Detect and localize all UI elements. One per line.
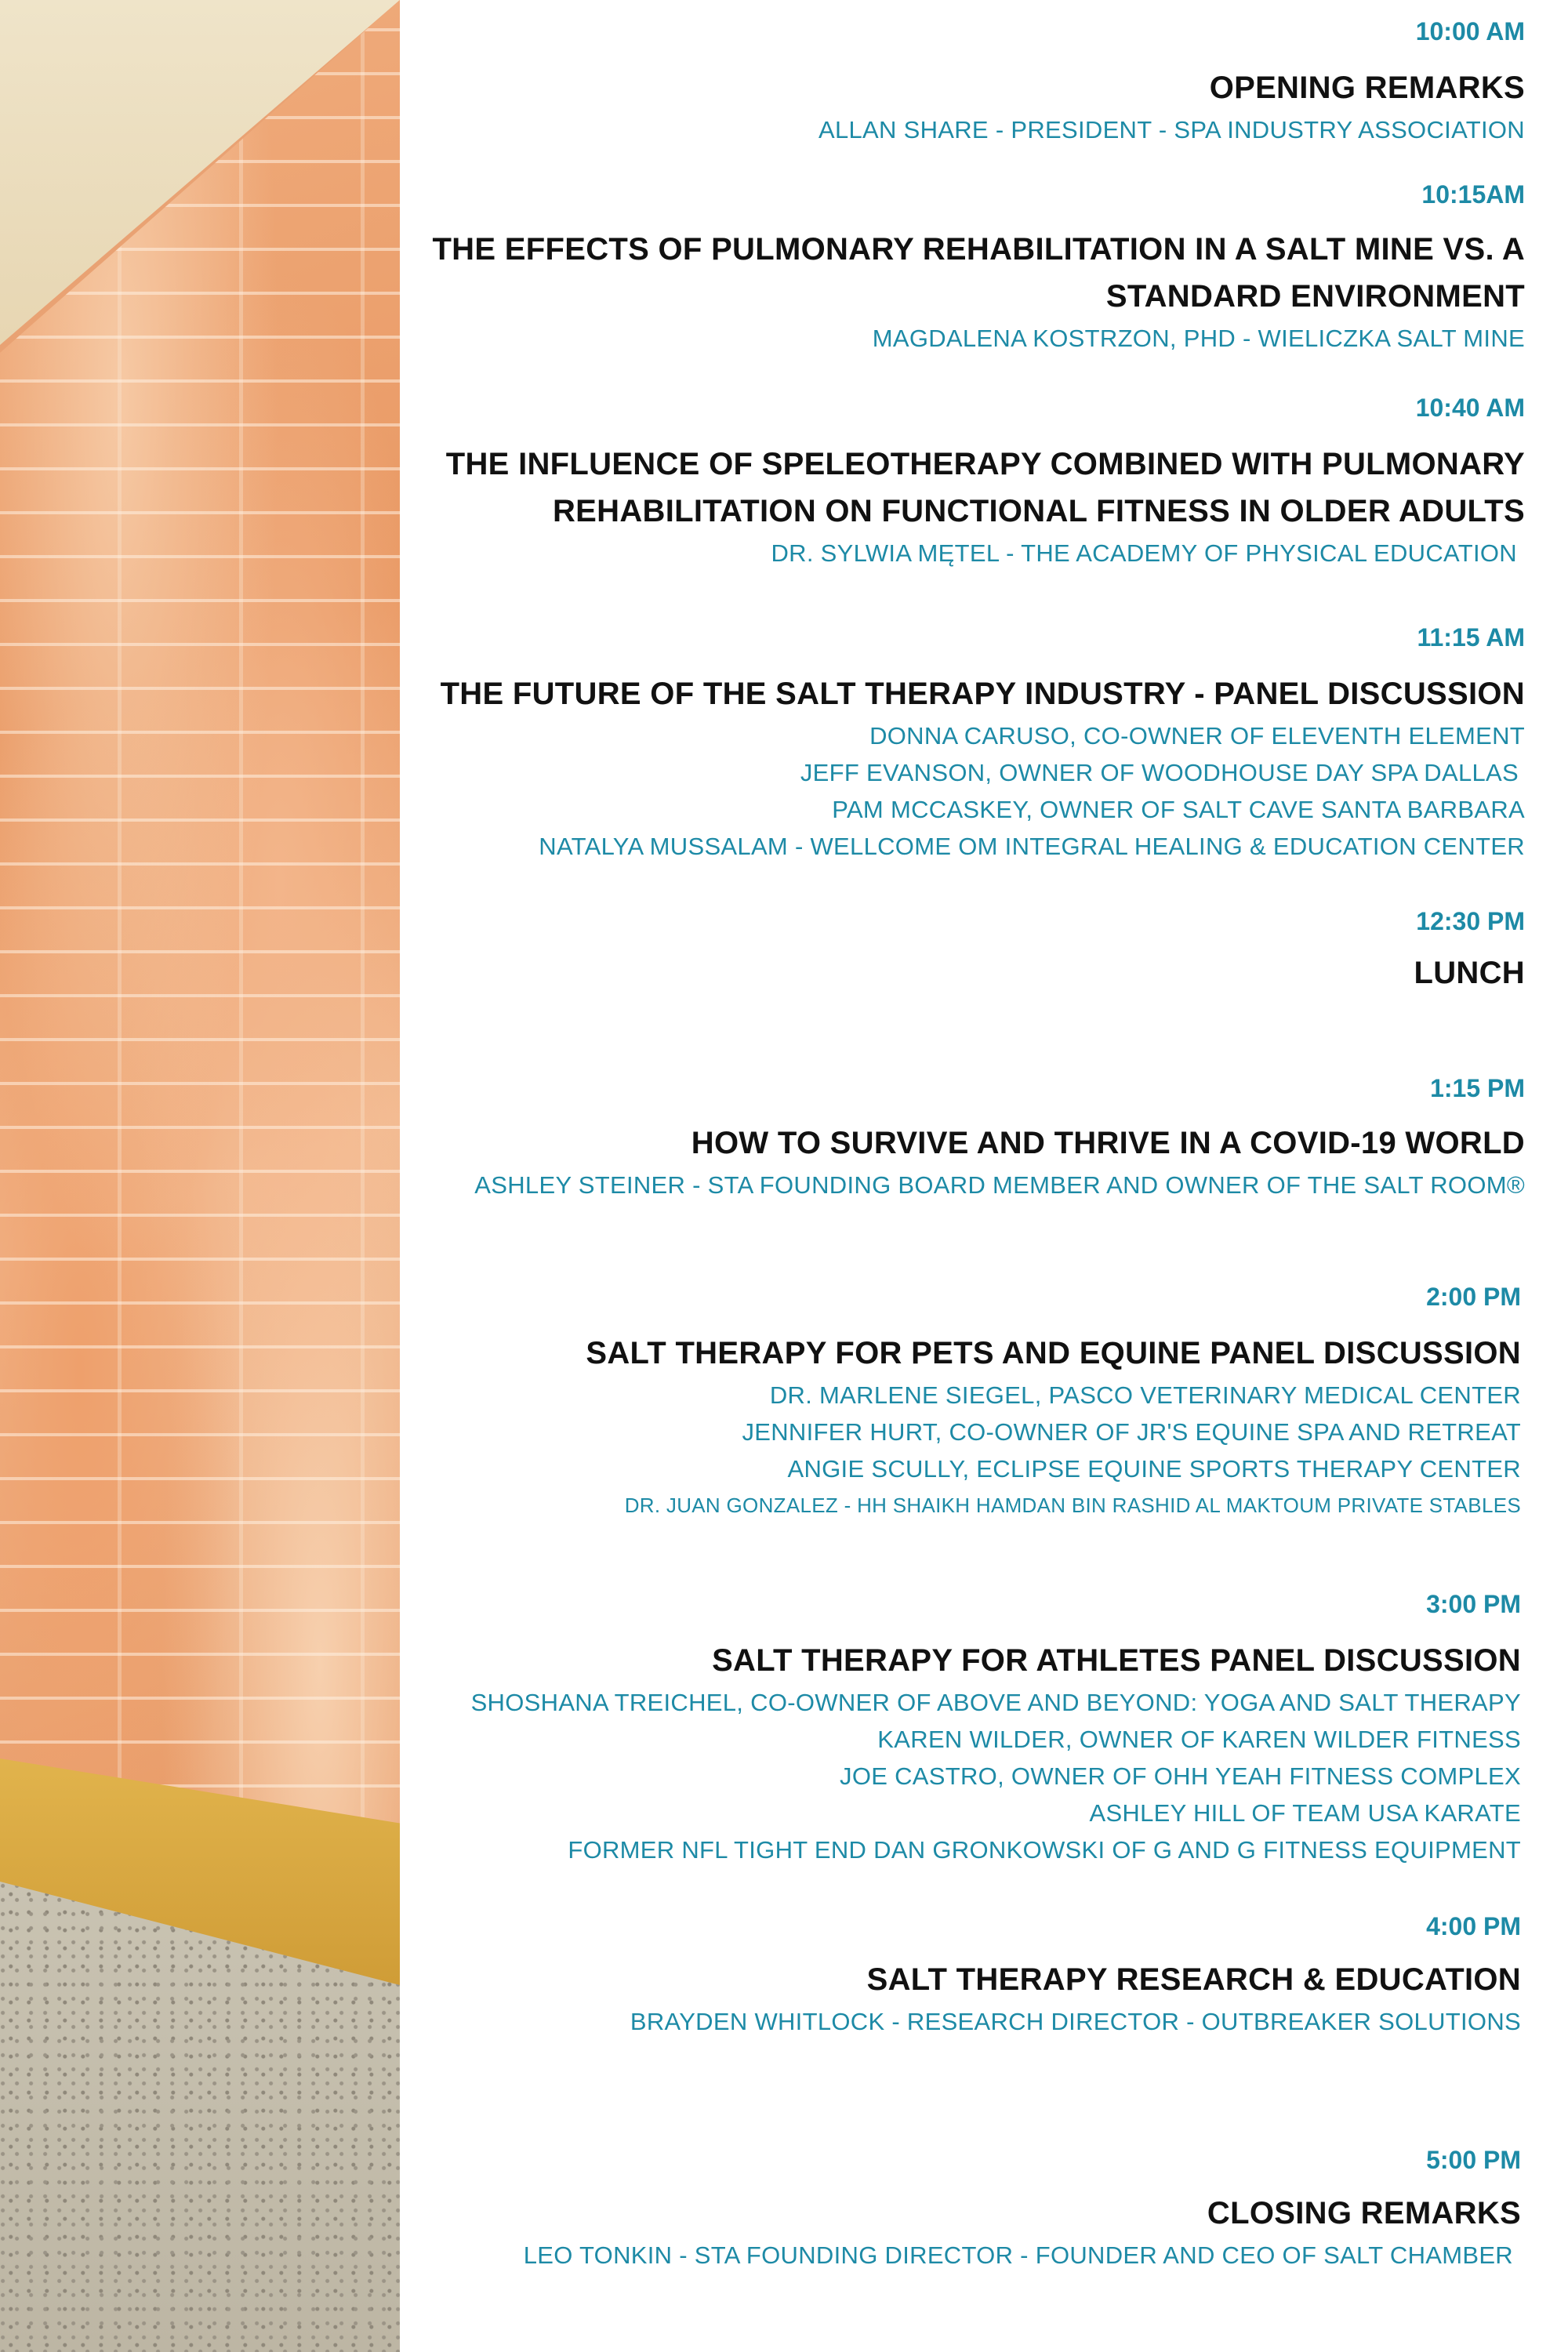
slot-title: OPENING REMARKS — [1209, 71, 1525, 105]
slot-speaker: NATALYA MUSSALAM - WELLCOME OM INTEGRAL HEALING & EDUCATION CENTER — [539, 833, 1525, 860]
slot-title: SALT THERAPY RESEARCH & EDUCATION — [866, 1962, 1521, 1997]
slot-time: 2:00 PM — [1426, 1283, 1521, 1311]
slot-speaker: ANGIE SCULLY, ECLIPSE EQUINE SPORTS THERAPY CENTER — [787, 1455, 1521, 1483]
slot-speaker: ASHLEY STEINER - STA FOUNDING BOARD MEMBER AND OWNER OF THE SALT ROOM® — [474, 1171, 1525, 1199]
slot-speaker: ALLAN SHARE - PRESIDENT - SPA INDUSTRY ASSOCIATION — [818, 116, 1525, 143]
slot-title: THE EFFECTS OF PULMONARY REHABILITATION IN A SALT MINE VS. A — [432, 232, 1525, 267]
slot-speaker: ASHLEY HILL OF TEAM USA KARATE — [1089, 1799, 1521, 1827]
salt-wall-photo — [0, 0, 400, 2352]
slot-time: 10:00 AM — [1415, 17, 1525, 45]
slot-speaker: DR. JUAN GONZALEZ - HH SHAIKH HAMDAN BIN RASHID AL MAKTOUM PRIVATE STABLES — [624, 1494, 1521, 1517]
slot-speaker: PAM MCCASKEY, OWNER OF SALT CAVE SANTA BARBARA — [832, 796, 1525, 823]
agenda-slot — [376, 1281, 1521, 1524]
slot-title: CLOSING REMARKS — [1207, 2196, 1521, 2230]
slot-speaker: JENNIFER HURT, CO-OWNER OF JR'S EQUINE SPA AND RETREAT — [742, 1418, 1521, 1446]
agenda-slot — [380, 179, 1525, 357]
agenda-slot — [380, 622, 1525, 865]
slot-title: SALT THERAPY FOR ATHLETES PANEL DISCUSSION — [712, 1643, 1521, 1678]
agenda-schedule — [408, 0, 1568, 2352]
slot-speaker: DONNA CARUSO, CO-OWNER OF ELEVENTH ELEMENT — [869, 722, 1525, 750]
slot-title: SALT THERAPY FOR PETS AND EQUINE PANEL DISCUSSION — [586, 1336, 1521, 1370]
slot-title: THE FUTURE OF THE SALT THERAPY INDUSTRY - PANEL DISCUSSION — [440, 677, 1525, 711]
slot-title: HOW TO SURVIVE AND THRIVE IN A COVID-19 WORLD — [691, 1126, 1525, 1160]
slot-speaker: SHOSHANA TREICHEL, CO-OWNER OF ABOVE AND BEYOND: YOGA AND SALT THERAPY — [470, 1689, 1521, 1716]
slot-speaker: MAGDALENA KOSTRZON, PHD - WIELICZKA SALT MINE — [872, 325, 1525, 352]
salt-brick-wall — [0, 0, 400, 1960]
agenda-slot — [380, 392, 1525, 572]
slot-speaker: KAREN WILDER, OWNER OF KAREN WILDER FITNESS — [877, 1726, 1521, 1753]
slot-time: 12:30 PM — [1416, 907, 1525, 935]
slot-time: 10:40 AM — [1415, 394, 1525, 422]
slot-speaker: JOE CASTRO, OWNER OF OHH YEAH FITNESS COMPLEX — [840, 1762, 1521, 1790]
agenda-slot — [380, 16, 1525, 148]
slot-speaker: DR. SYLWIA MĘTEL - THE ACADEMY OF PHYSICAL EDUCATION — [771, 539, 1517, 567]
agenda-slot — [376, 1911, 1521, 2040]
slot-speaker: JEFF EVANSON, OWNER OF WOODHOUSE DAY SPA DALLAS — [800, 759, 1519, 786]
slot-speaker: BRAYDEN WHITLOCK - RESEARCH DIRECTOR - OUTBREAKER SOLUTIONS — [630, 2008, 1521, 2035]
slot-speaker: DR. MARLENE SIEGEL, PASCO VETERINARY MEDICAL CENTER — [769, 1381, 1521, 1409]
slot-speaker: FORMER NFL TIGHT END DAN GRONKOWSKI OF G AND G FITNESS EQUIPMENT — [568, 1836, 1521, 1864]
agenda-slot — [380, 1073, 1525, 1203]
slot-title-line2: REHABILITATION ON FUNCTIONAL FITNESS IN OLDER ADULTS — [553, 494, 1525, 528]
agenda-slot — [376, 1588, 1521, 1868]
agenda-slot — [380, 906, 1525, 996]
slot-speaker: LEO TONKIN - STA FOUNDING DIRECTOR - FOUNDER AND CEO OF SALT CHAMBER — [523, 2241, 1513, 2269]
slot-time: 4:00 PM — [1426, 1912, 1521, 1940]
slot-time: 3:00 PM — [1426, 1590, 1521, 1618]
slot-title: LUNCH — [1414, 956, 1525, 990]
agenda-slot — [376, 2144, 1521, 2274]
slot-title: THE INFLUENCE OF SPELEOTHERAPY COMBINED WITH PULMONARY — [445, 447, 1525, 481]
slot-time: 10:15AM — [1421, 180, 1525, 209]
slot-time: 5:00 PM — [1426, 2146, 1521, 2174]
slot-time: 11:15 AM — [1417, 623, 1525, 652]
slot-title-line2: STANDARD ENVIRONMENT — [1105, 279, 1525, 314]
slot-time: 1:15 PM — [1430, 1074, 1525, 1102]
